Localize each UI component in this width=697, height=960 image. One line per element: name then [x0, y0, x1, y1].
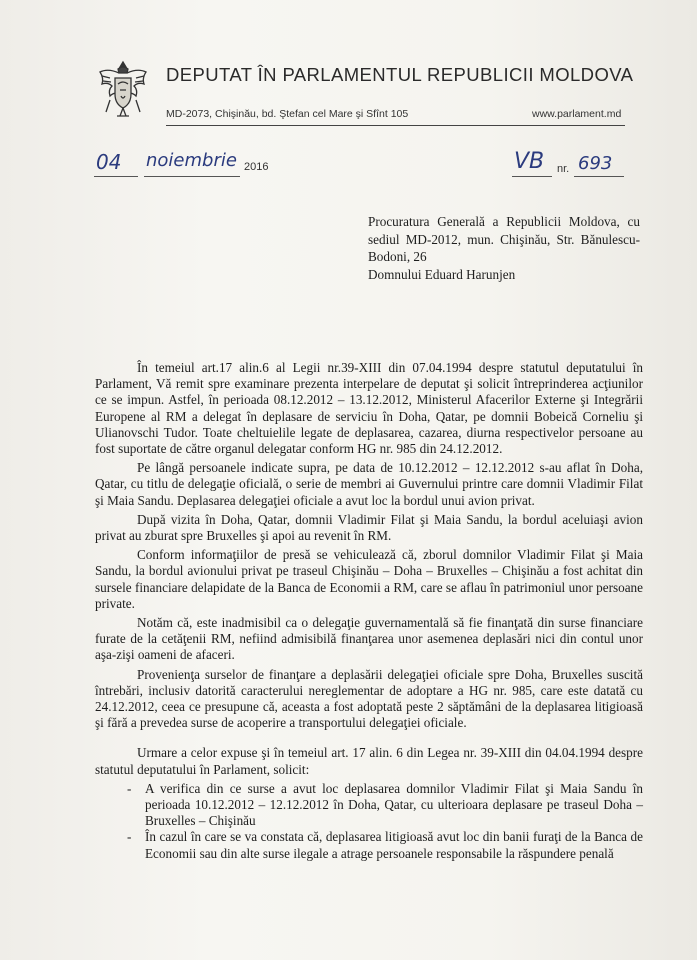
addressee-recipient: Domnului Eduard Harunjen — [368, 266, 516, 282]
request-list — [95, 781, 643, 862]
letterhead-title: DEPUTAT ÎN PARLAMENTUL REPUBLICII MOLDOVA — [166, 64, 634, 85]
request-item — [95, 781, 643, 830]
body-paragraph: După vizita în Doha, Qatar, domnii Vladimir Filat şi Maia Sandu, la bordul aceluiaşi avion privat au zburat spre Bruxelles şi apoi au revenit în RM. — [95, 511, 643, 544]
registration-code: VB — [514, 149, 545, 174]
moldova-coat-of-arms-icon — [96, 58, 150, 122]
addressee-institution: Procuratura Generală a Republicii Moldova, cu sediul MD-2012, mun. Chişinău, Str. Bănulescu-Bodoni, 26 — [368, 214, 640, 265]
request-text: A verifica din ce surse a avut loc deplasarea domnilor Vladimir Filat şi Maia Sandu în perioada 10.12.2012 – 12.12.2012 în Doha, Qatar, cu ulterioara deplasare pe traseul Doha – Bruxelles – Chişinău — [145, 780, 643, 829]
body-paragraph: Pe lângă persoanele indicate supra, pe data de 10.12.2012 – 12.12.2012 s-au aflat în Doha, Qatar, cu titlu de delegaţie oficială, o serie de membri ai Guvernului printre care domnii Vladimir Filat şi Maia Sandu. Deplasarea delegaţiei oficiale a avut loc la bordul unui avion privat. — [95, 460, 643, 508]
registration-nr-label: nr. — [557, 163, 570, 175]
body-paragraph: Provenienţa surselor de finanţare a deplasării delegaţiei oficiale spre Doha, Bruxelles suscită întrebări, inclusiv datorită caracterului nereglementar de adoptare a HG nr. 985, care este datată cu 24.12.2012, ceea ce presupune că, aceasta a fost adoptată peste 2 săptămâni de la deplasarea litigioasă şi fără a prevedea surse de acoperire a transportului delegaţiei oficiale. — [95, 666, 643, 731]
bullet-dash-icon: - — [127, 829, 132, 845]
body-paragraph: În temeiul art.17 alin.6 al Legii nr.39-XIII din 07.04.1994 despre statutul deputatului în Parlament, Vă remit spre examinare prezenta interpelare de deputat şi solicit întreprinderea acţiunilor ce se impun. Astfel, în perioada 08.12.2012 – 13.12.2012, Ministerul Afacerilor Externe şi Integrării Europene al RM a delegat în deplasare de serviciu în Doha, Qatar, pe domnii Bobeică Corneliu şi Ulianovschi Tudor. Toate cheltuielile legate de deplasarea, cazarea, diurna respectivelor persoane au fost suportate de către organul delegatar conform HG nr. 985 din 24.12.2012. — [95, 360, 643, 457]
letter-body — [95, 360, 643, 862]
addressee-block — [368, 213, 640, 283]
request-item — [95, 829, 643, 861]
letterhead-divider — [166, 125, 625, 126]
body-paragraph: Notăm că, este inadmisibil ca o delegaţie guvernamentală să fie finanţată din surse financiare furate de la cetăţenii RM, nefiind admisibilă finanţarea unor asemenea deplasări nici din contul unor aşa-zişi oameni de afaceri. — [95, 615, 643, 663]
bullet-dash-icon: - — [127, 780, 132, 796]
letterhead-address: MD-2073, Chişinău, bd. Ştefan cel Mare şi Sfînt 105 — [166, 108, 409, 120]
registration-code-underline — [512, 176, 552, 177]
date-day: 04 — [96, 150, 122, 174]
registration-number: 693 — [578, 153, 613, 174]
closing-paragraph: Urmare a celor expuse şi în temeiul art. 17 alin. 6 din Legea nr. 39-XIII din 04.04.1994 despre statutul deputatului în Parlament, solicit: — [95, 745, 643, 777]
date-month: noiembrie — [146, 150, 237, 171]
request-text: În cazul în care se va constata că, deplasarea litigioasă avut loc din banii furaţi de la Banca de Economii sau din alte surse ilegale a atrage persoanele responsabile la răspundere penală — [145, 829, 643, 861]
date-month-underline — [144, 176, 240, 177]
date-day-underline — [94, 176, 138, 177]
registration-number-underline — [574, 176, 624, 177]
body-paragraph: Conform informaţiilor de presă se vehiculează că, zborul domnilor Vladimir Filat şi Maia Sandu, la bordul avionului privat pe traseul Chişinău – Doha – Bruxelles – Chişinău a fost achitat din sursele financiare delapidate de la Banca de Economii a RM, care se aflau în patrimoniul unor persoane private. — [95, 547, 643, 611]
letterhead-website[interactable]: www.parlament.md — [532, 108, 622, 120]
date-year: 2016 — [244, 161, 269, 173]
